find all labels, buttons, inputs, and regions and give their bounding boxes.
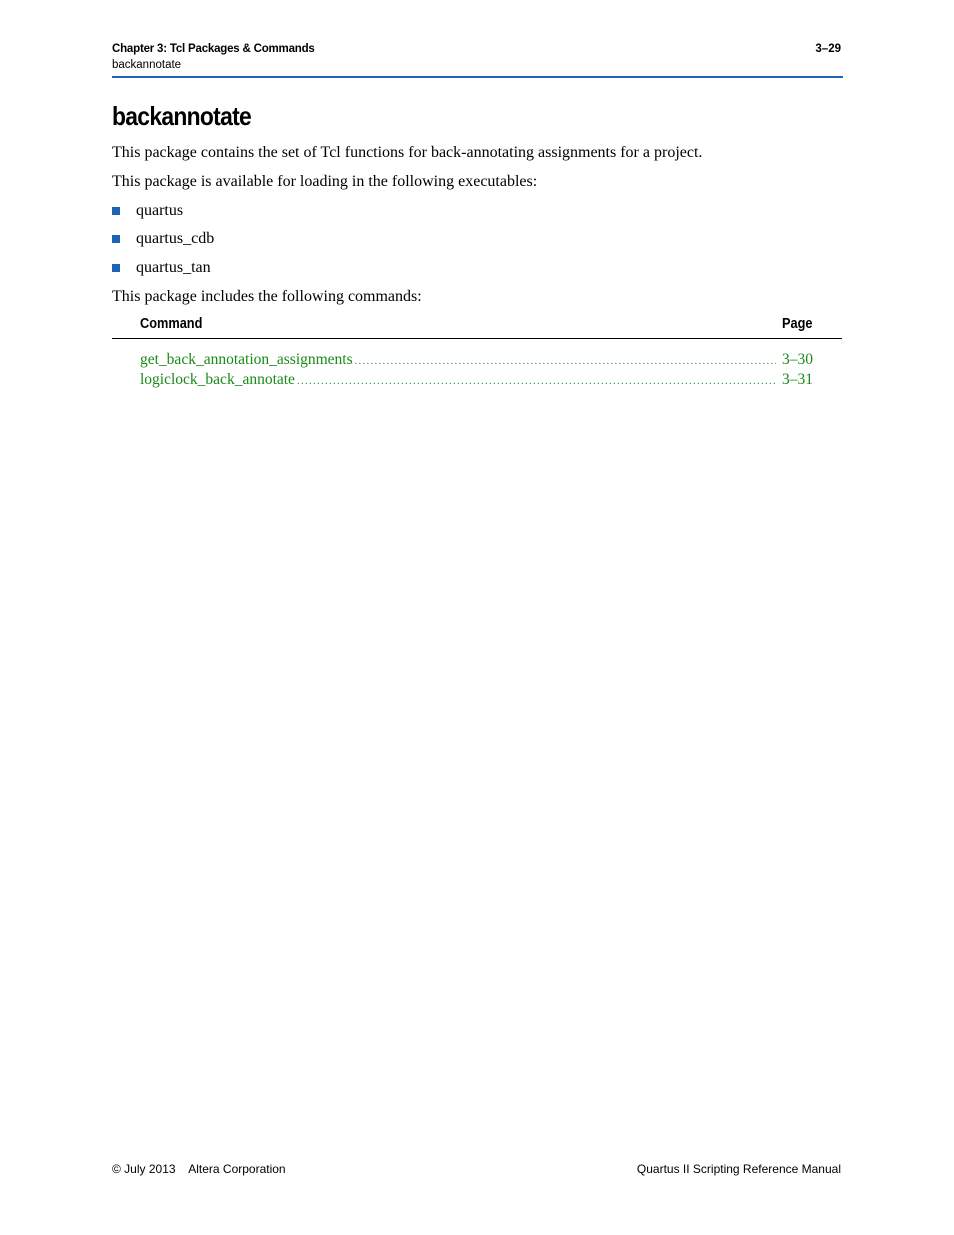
column-header-command: Command <box>140 316 203 332</box>
footer-manual-title: Quartus II Scripting Reference Manual <box>636 1162 841 1176</box>
table-header-divider <box>112 338 842 339</box>
page-link[interactable]: 3–30 <box>782 351 813 368</box>
table-row-link[interactable] <box>140 371 813 389</box>
header-chapter: Chapter 3: Tcl Packages & Commands <box>112 43 315 55</box>
executables-intro: This package is available for loading in the following executables: <box>112 173 538 190</box>
footer-copyright: © July 2013 Altera Corporation <box>112 1162 286 1176</box>
command-link[interactable]: get_back_annotation_assignments <box>140 351 353 368</box>
header-divider <box>112 76 843 78</box>
executable-name: quartus_cdb <box>136 230 215 247</box>
commands-intro: This package includes the following commands: <box>112 288 422 305</box>
list-item <box>112 230 214 248</box>
page-title: backannotate <box>112 101 252 131</box>
table-row-link[interactable] <box>140 351 813 369</box>
bullet-square-icon <box>112 207 120 215</box>
list-item <box>112 202 183 220</box>
executable-name: quartus_tan <box>136 259 211 276</box>
dot-leader <box>297 376 776 387</box>
dot-leader <box>355 356 776 367</box>
bullet-square-icon <box>112 235 120 243</box>
bullet-square-icon <box>112 264 120 272</box>
column-header-page: Page <box>782 316 813 332</box>
page-link[interactable]: 3–31 <box>782 371 813 388</box>
header-page-number: 3–29 <box>815 43 841 55</box>
list-item <box>112 259 211 277</box>
command-link[interactable]: logiclock_back_annotate <box>140 371 295 388</box>
header-section: backannotate <box>112 59 182 71</box>
intro-paragraph: This package contains the set of Tcl functions for back-annotating assignments for a project. <box>112 144 703 161</box>
executable-name: quartus <box>136 202 184 219</box>
